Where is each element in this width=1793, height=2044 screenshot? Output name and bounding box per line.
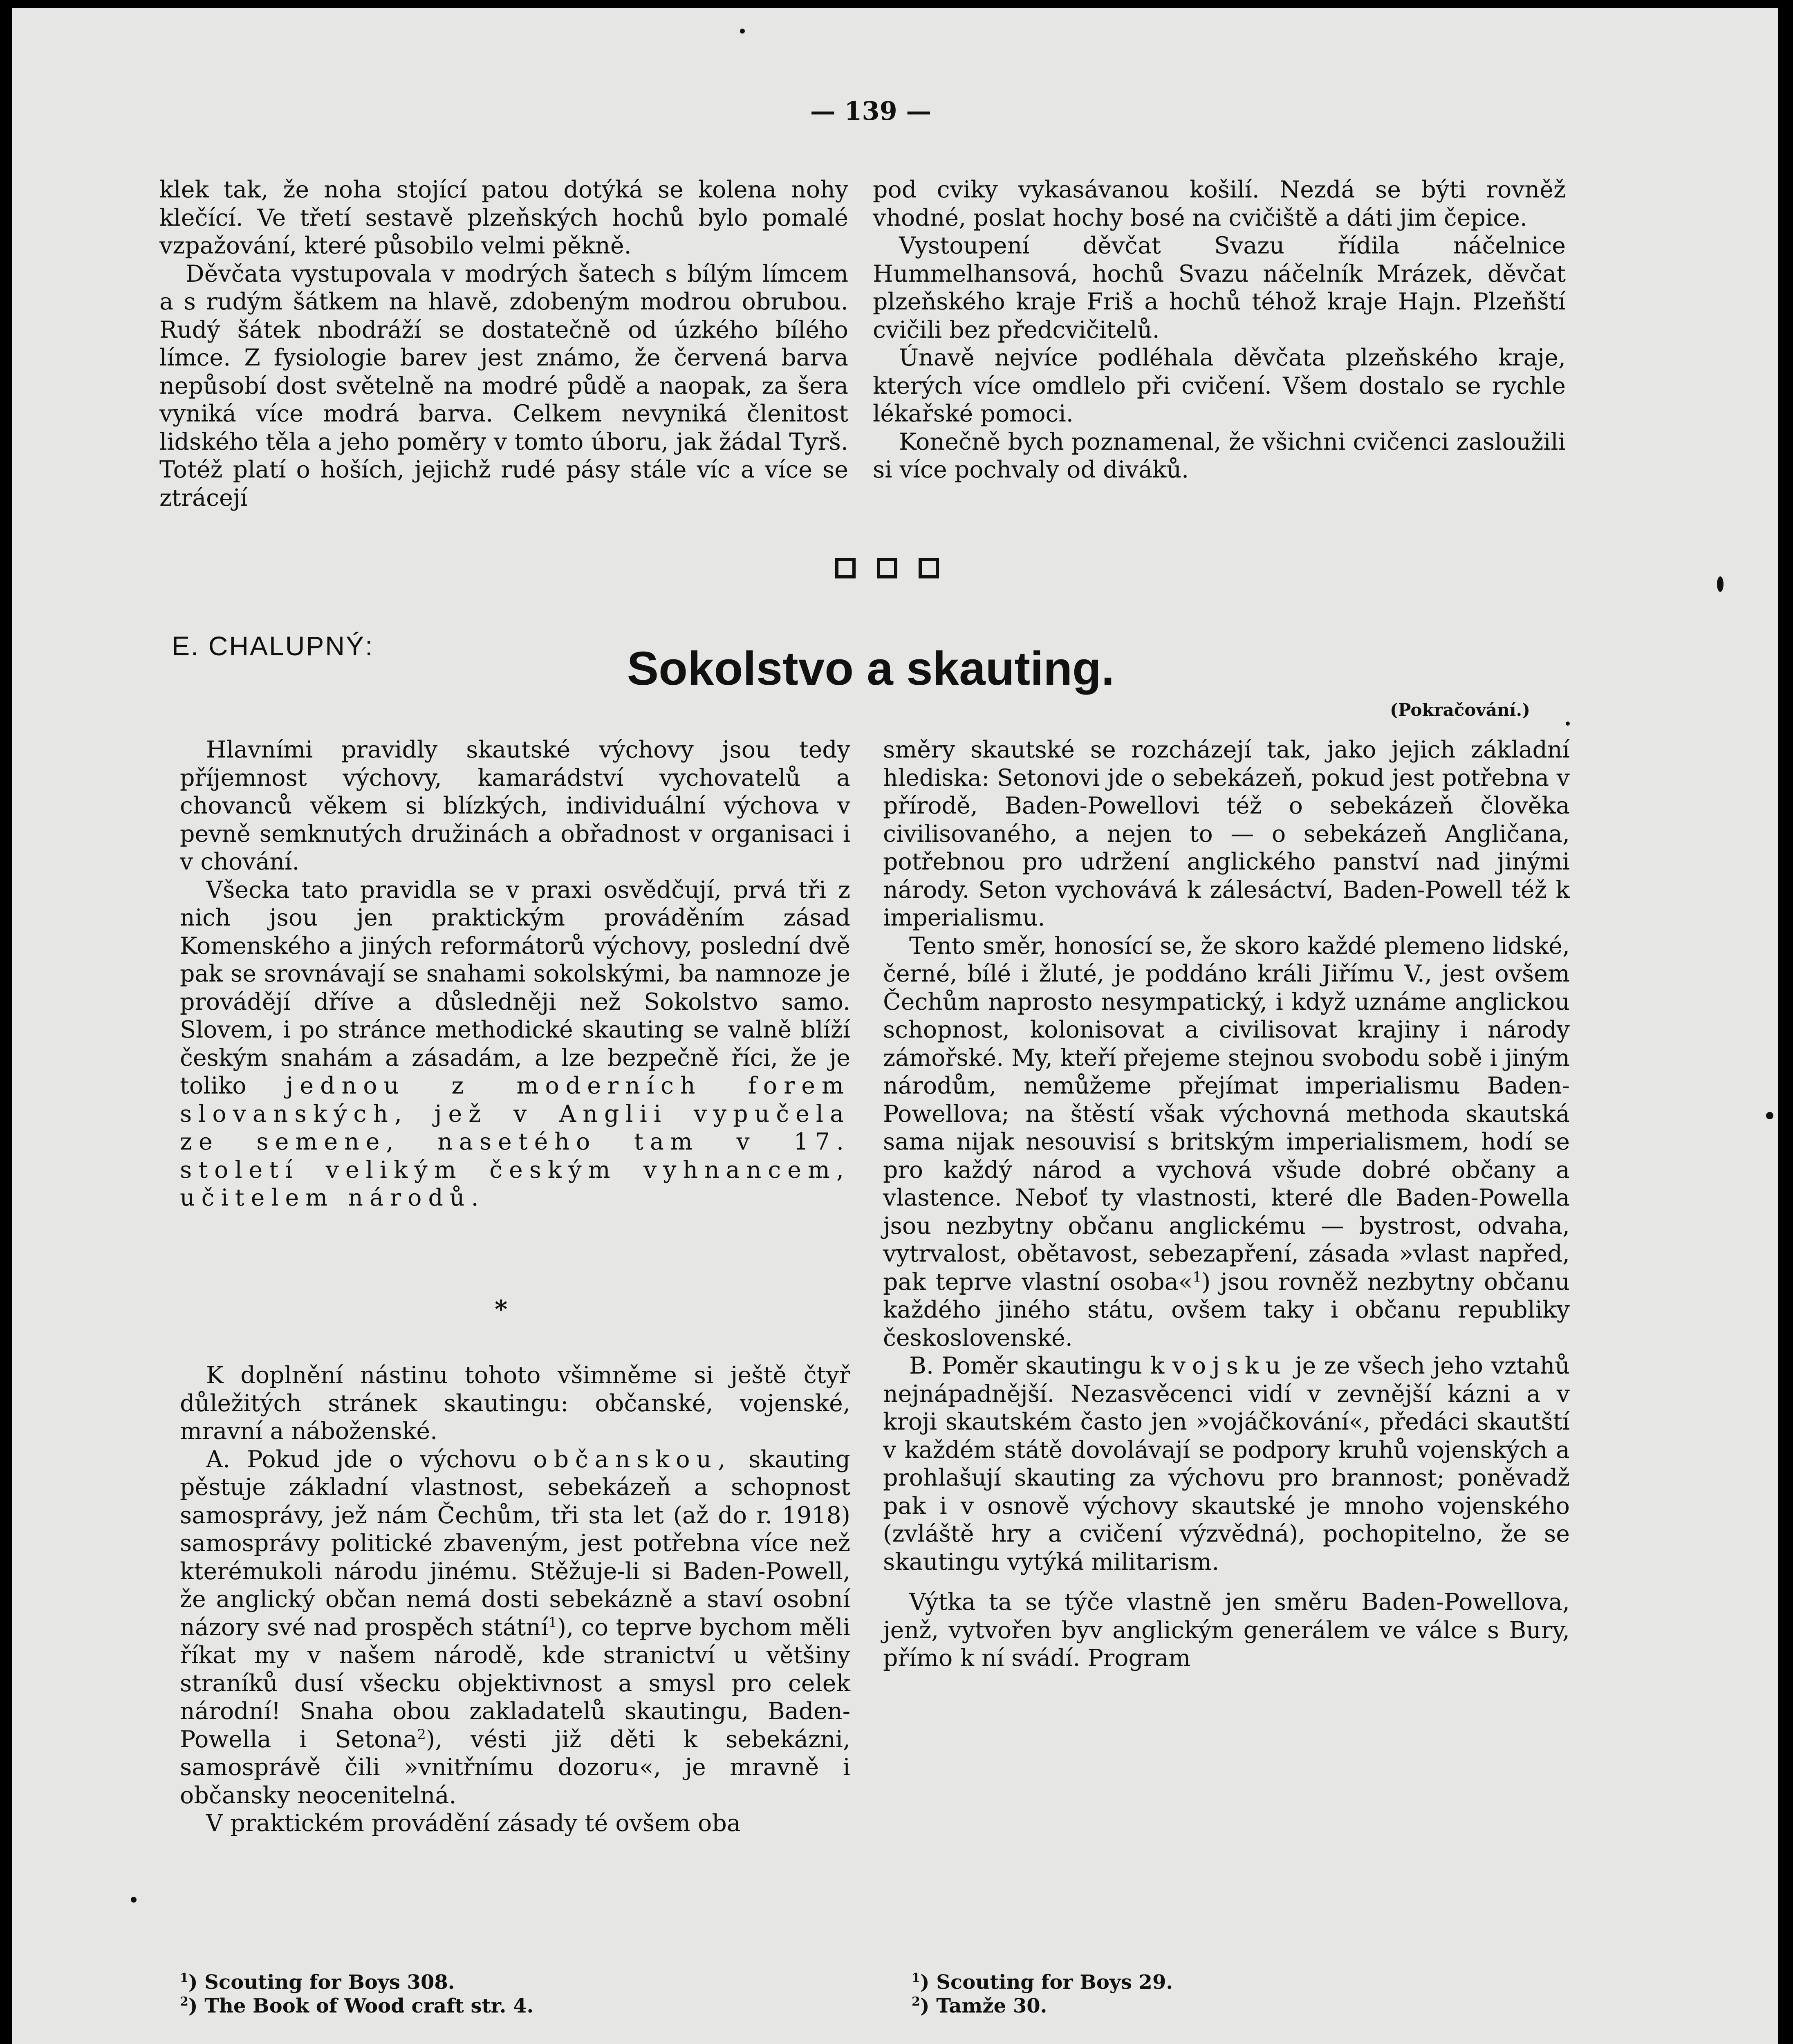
scan-speck: [1717, 576, 1724, 592]
paragraph-text: skauting pěstuje základní vlastnost, sebekázeň a schopnost samosprávy, jež nám Čechům, tři sta let (až do r. 1918) samosprávy politické zbaveným, jest potřebna více než kterémukoli národu jinému. Stěžuje-li si Baden-Powell, že anglický občan nemá dosti sebekázně a staví osobní názory své nad prospěch státní: [180, 1446, 851, 1641]
article-right-paragraph-4: Výtka ta se týče vlastně jen směru Baden-Powellova, jenž, vytvořen byv anglickým generálem ve válce s Bury, přímo k ní svádí. Program: [883, 1589, 1570, 1672]
footnote: [180, 1970, 834, 1994]
top-right-column: [873, 176, 1566, 484]
article-left-column-bottom: [180, 1361, 850, 1838]
article-left-paragraph-4: [180, 1446, 850, 1810]
paragraph-text: A. Pokud jde o výchovu: [206, 1446, 533, 1473]
article-title: Sokolstvo a skauting.: [627, 642, 1115, 695]
footnote-text: ) The Book of Wood craft str. 4.: [188, 1995, 534, 2017]
article-right-paragraph-3: [883, 1352, 1570, 1576]
footnote: [180, 1994, 834, 2018]
footnote: [912, 1994, 1566, 2018]
divider-square: [835, 558, 856, 578]
paragraph-text: Tento směr, honosící se, že skoro každé plemeno lidské, černé, bílé i žluté, je poddáno králi Jiřímu V., jest ovšem Čechům naprosto nesympatický, i když uznáme anglickou schopnost, kolonisovat a civilisovat krajiny i národy zámořské. My, kteří přejeme stejnou svobodu sobě i jiným národům, nemůžeme přejímat imperialismu Baden-Powellova; na štěstí však výchovná methoda skautská sama nijak nesouvisí s britským imperialismem, hodí se pro každý národ a vychová všude dobré občany a vlastence. Neboť ty vlastnosti, které dle Baden-Powella jsou nezbytny občanu anglickému — bystrost, odvaha, vytrvalost, obětavost, sebezapření, zásada »vlast napřed, pak teprve vlastní osoba«: [883, 932, 1570, 1295]
spaced-emphasis: vojsku: [1172, 1352, 1287, 1379]
spaced-emphasis: jednou z moderních forem slovanských, jež v Anglii vypučela ze semene, nasetého tam v 17. století velikým českým vyhnancem, učitelem národů.: [180, 1072, 850, 1211]
paragraph-text: ), co teprve bychom měli říkat my v našem národě, kde stranictví u většiny straníků dusí všecku objektivnost a smysl pro celek národní! Snaha obou zakladatelů skautingu, Baden-Powella i Setona: [180, 1614, 850, 1753]
scan-speck: [740, 29, 745, 34]
top-left-column: [159, 176, 848, 512]
footnote-ref: 2: [417, 1726, 426, 1743]
footnotes-left: [180, 1970, 834, 2018]
footnote-mark: 1: [180, 1971, 188, 1985]
footnote-text: ) Scouting for Boys 29.: [920, 1971, 1173, 1994]
scan-speck: [131, 1897, 137, 1903]
footnote-mark: 1: [912, 1971, 920, 1985]
divider-square: [919, 558, 939, 578]
scanned-page: [12, 8, 1778, 2044]
article-author: E. CHALUPNÝ:: [172, 631, 374, 661]
article-left-column-top: [180, 736, 850, 1212]
paragraph-text: ), vésti již děti k sebekázni, samosprávě čili »vnitřnímu dozoru«, je mravně i občansky neocenitelná.: [180, 1726, 850, 1809]
article-right-column: [883, 736, 1570, 1672]
article-left-paragraph-2: [180, 876, 850, 1212]
page-number: — 139 —: [810, 96, 932, 126]
article-right-paragraph-1: směry skautské se rozcházejí tak, jako jejich základní hlediska: Setonovi jde o sebekázeň, pokud jest potřebna v přírodě, Baden-Powellovi též o sebekázeň člověka civilisovaného, a nejen to — o sebekázeň Angličana, potřebnou pro udržení anglického panství nad jinými národy. Seton vychovává k zálesáctví, Baden-Powell též k imperialismu.: [883, 736, 1570, 931]
article-left-paragraph-5: V praktickém provádění zásady té ovšem oba: [206, 1810, 741, 1837]
top-right-paragraph-1: pod cviky vykasávanou košilí. Nezdá se býti rovněž vhodné, poslat hochy bosé na cvičiště a dáti jim čepice.: [873, 176, 1566, 231]
spaced-emphasis: občanskou,: [533, 1446, 732, 1473]
divider-square: [877, 558, 897, 578]
paragraph-text: je ze všech jeho vztahů nejnápadnější. Nezasvěcenci vidí v zevnější kázni a v kroji skautském často jen »vojáčkování«, předáci skautští v každém státě dovolávají se podpory kruhů vojenských a prohlašují skauting za výchovu pro brannost; poněvadž pak i v osnově výchovy skautské je mnoho vojenského (zvláště hry a cvičení výzvědná), pochopitelno, že se skautingu vytýká militarism.: [883, 1352, 1570, 1576]
article-left-paragraph-3: K doplnění nástinu tohoto všimněme si ještě čtyř důležitých stránek skautingu: občanské, vojenské, mravní a náboženské.: [180, 1362, 850, 1445]
footnote-ref: 1: [548, 1614, 557, 1631]
footnotes-right: [912, 1970, 1566, 2018]
footnote-mark: 2: [180, 1995, 188, 2009]
footnote-text: ) Tamže 30.: [920, 1995, 1047, 2017]
article-right-paragraph-2: [883, 932, 1570, 1352]
section-divider: [805, 558, 969, 580]
paragraph-text: ) jsou rovněž nezbytny občanu každého jiného státu, ovšem taky i občanu republiky československé.: [883, 1268, 1570, 1351]
footnote: [912, 1970, 1566, 1994]
scan-speck: [1566, 722, 1570, 726]
continued-label: (Pokračování.): [1390, 700, 1530, 720]
top-right-paragraph-2: Vystoupení děvčat Svazu řídila náčelnice Hummelhansová, hochů Svazu náčelník Mrázek, děvčat plzeňského kraje Friš a hochů téhož kraje Hajn. Plzeňští cvičili bez předcvičitelů.: [873, 232, 1566, 343]
paragraph-text: B. Poměr skautingu k: [909, 1352, 1172, 1379]
top-left-paragraph-1: klek tak, že noha stojící patou dotýká se kolena nohy klečící. Ve třetí sestavě plzeňských hochů bylo pomalé vzpažování, které působilo velmi pěkně.: [159, 176, 848, 259]
section-star: *: [495, 1295, 508, 1324]
footnote-ref: 1: [1192, 1269, 1202, 1285]
top-right-paragraph-4: Konečně bych poznamenal, že všichni cvičenci zasloužili si více pochvaly od diváků.: [873, 428, 1566, 483]
top-left-paragraph-2: Děvčata vystupovala v modrých šatech s bílým límcem a s rudým šátkem na hlavě, zdobeným modrou obrubou. Rudý šátek nbodráží se dostatečně od úzkého bílého límce. Z fysiologie barev jest známo, že červená barva nepůsobí dost světelně na modré půdě a naopak, za šera vyniká více modrá barva. Celkem nevyniká členitost lidského těla a jeho poměry v tomto úboru, jak žádal Tyrš. Totéž platí o hoších, jejichž rudé pásy stále víc a více se ztrácejí: [159, 260, 848, 511]
scan-speck: [1766, 1112, 1773, 1119]
footnote-text: ) Scouting for Boys 308.: [188, 1971, 455, 1994]
top-right-paragraph-3: Únavě nejvíce podléhala děvčata plzeňského kraje, kterých více omdlelo při cvičení. Všem dostalo se rychle lékařské pomoci.: [873, 344, 1566, 427]
footnote-mark: 2: [912, 1995, 920, 2009]
article-left-paragraph-1: Hlavními pravidly skautské výchovy jsou tedy příjemnost výchovy, kamarádství vychovatelů a chovanců věkem si blízkých, individuální výchova v pevně semknutých družinách a obřadnost v organisaci i v chování.: [180, 736, 850, 875]
paragraph-text: Všecka tato pravidla se v praxi osvědčují, prvá tři z nich jsou jen praktickým prováděním zásad Komenského a jiných reformátorů výchovy, poslední dvě pak se srovnávají se snahami sokolskými, ba namnoze je provádějí dříve a důsledněji než Sokolstvo samo. Slovem, i po stránce methodické skauting se valně blíží českým snahám a zásadám, a lze bezpečně říci, že je toliko: [180, 876, 850, 1099]
